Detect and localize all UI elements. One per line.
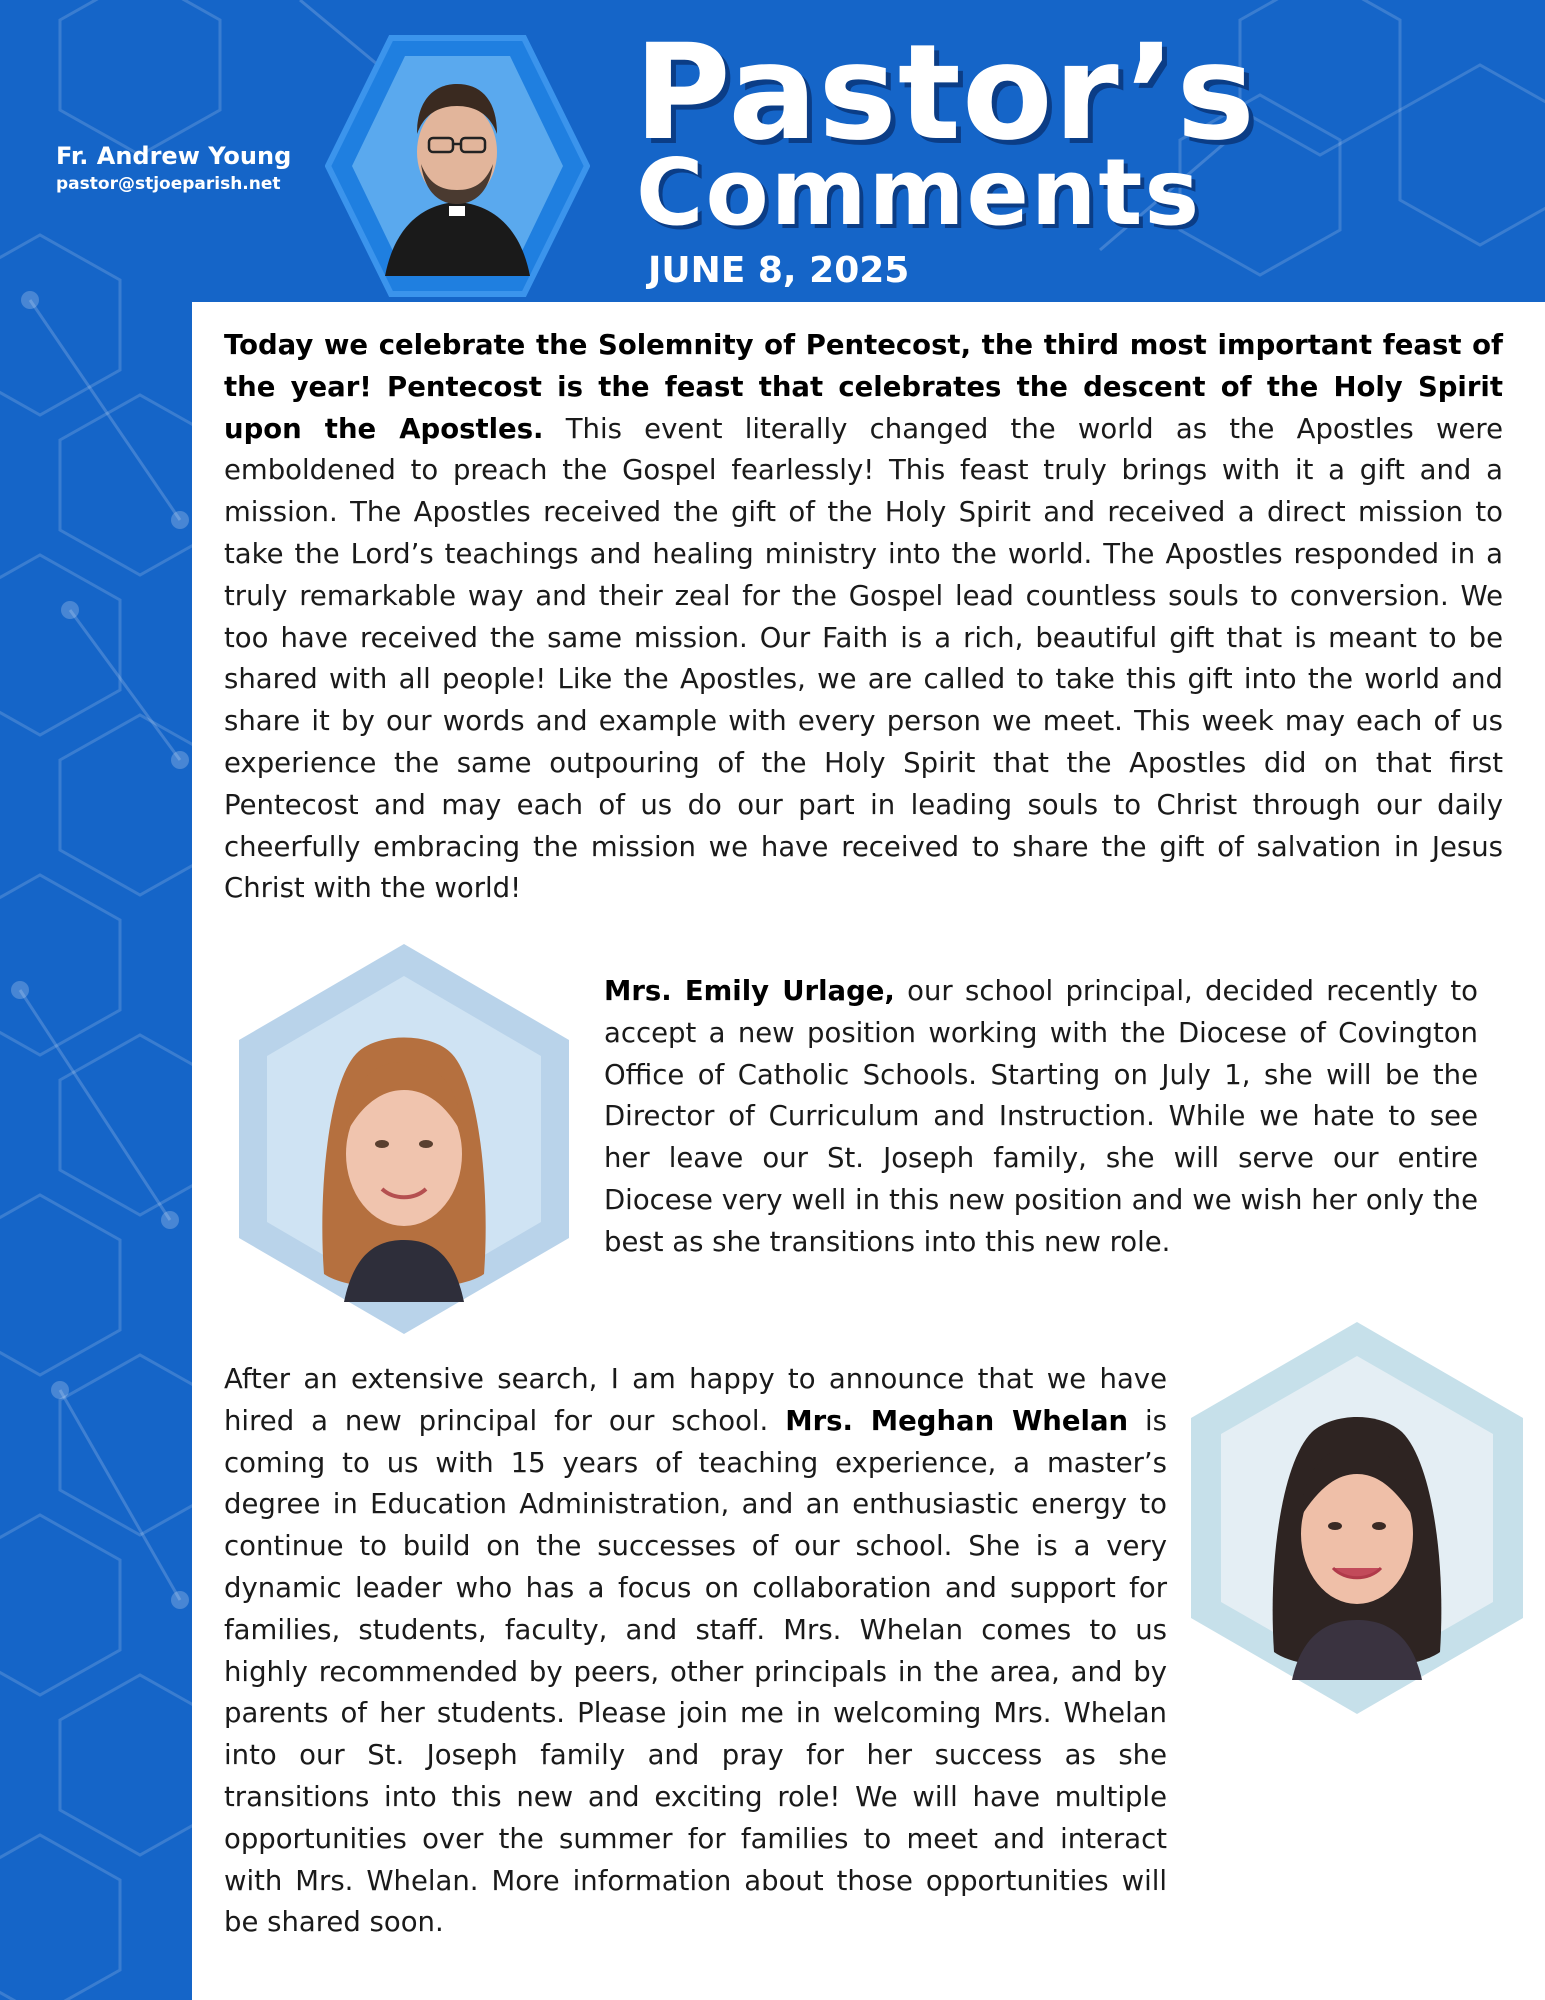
issue-date: JUNE 8, 2025 xyxy=(648,250,910,291)
urlage-paragraph xyxy=(604,971,1478,1264)
title-comments: Comments xyxy=(636,139,1202,246)
pastor-photo xyxy=(325,34,590,298)
whelan-body: is coming to us with 15 years of teaching experience, a master’s degree in Education Administration, and an enthusiastic energy to continue to build on the successes of our school. She is a very dynamic leader who has a focus on collaboration and support for families, students, faculty, and staff. Mrs. Whelan comes to us highly recommended by peers, other principals in the area, and by parents of her students. Please join me in welcoming Mrs. Whelan into our St. Joseph family and pray for her success as she transitions into this new and exciting role! We will have multiple opportunities over the summer for families to meet and interact with Mrs. Whelan. More information about those opportunities will be shared soon. xyxy=(224,1404,1167,1939)
title-pastors: Pastor’s xyxy=(634,16,1256,170)
whelan-paragraph xyxy=(224,1359,1167,1944)
pentecost-lead: Today we celebrate the Solemnity of Pentecost, the third most important feast of the year! Pentecost is the feast that celebrates the descent of the Holy Spirit upon the Apostles. xyxy=(224,329,1503,445)
urlage-name: Mrs. Emily Urlage, xyxy=(604,975,895,1007)
pastor-email[interactable]: pastor@stjoeparish.net xyxy=(56,174,281,194)
urlage-body: our school principal, decided recently to accept a new position working with the Diocese of Covington Office of Catholic Schools. Starting on July 1, she will be the Director of Curriculum and Instruction. While we hate to see her leave our St. Joseph family, she will serve our entire Diocese very well in this new position and we wish her only the best as she transitions into this new role. xyxy=(604,975,1478,1258)
meghan-whelan-photo xyxy=(1188,1322,1526,1714)
whelan-name: Mrs. Meghan Whelan xyxy=(785,1404,1129,1437)
emily-urlage-photo xyxy=(236,944,572,1334)
whelan-intro: After an extensive search, I am happy to announce that we have hired a new principal for our school. xyxy=(224,1363,1167,1437)
pentecost-paragraph xyxy=(224,325,1503,910)
pentecost-body: This event literally changed the world as the Apostles were emboldened to preach the Gospel fearlessly! This feast truly brings with it a gift and a mission. The Apostles received the gift of the Holy Spirit and received a direct mission to take the Lord’s teachings and healing ministry into the world. The Apostles responded in a truly remarkable way and their zeal for the Gospel lead countless souls to conversion. We too have received the same mission. Our Faith is a rich, beautiful gift that is meant to be shared with all people! Like the Apostles, we are called to take this gift into the world and share it by our words and example with every person we meet. This week may each of us experience the same outpouring of the Holy Spirit that the Apostles did on that first Pentecost and may each of us do our part in leading souls to Christ through our daily cheerfully embracing the mission we have received to share the gift of salvation in Jesus Christ with the world! xyxy=(224,412,1503,905)
pastor-name: Fr. Andrew Young xyxy=(56,142,292,170)
